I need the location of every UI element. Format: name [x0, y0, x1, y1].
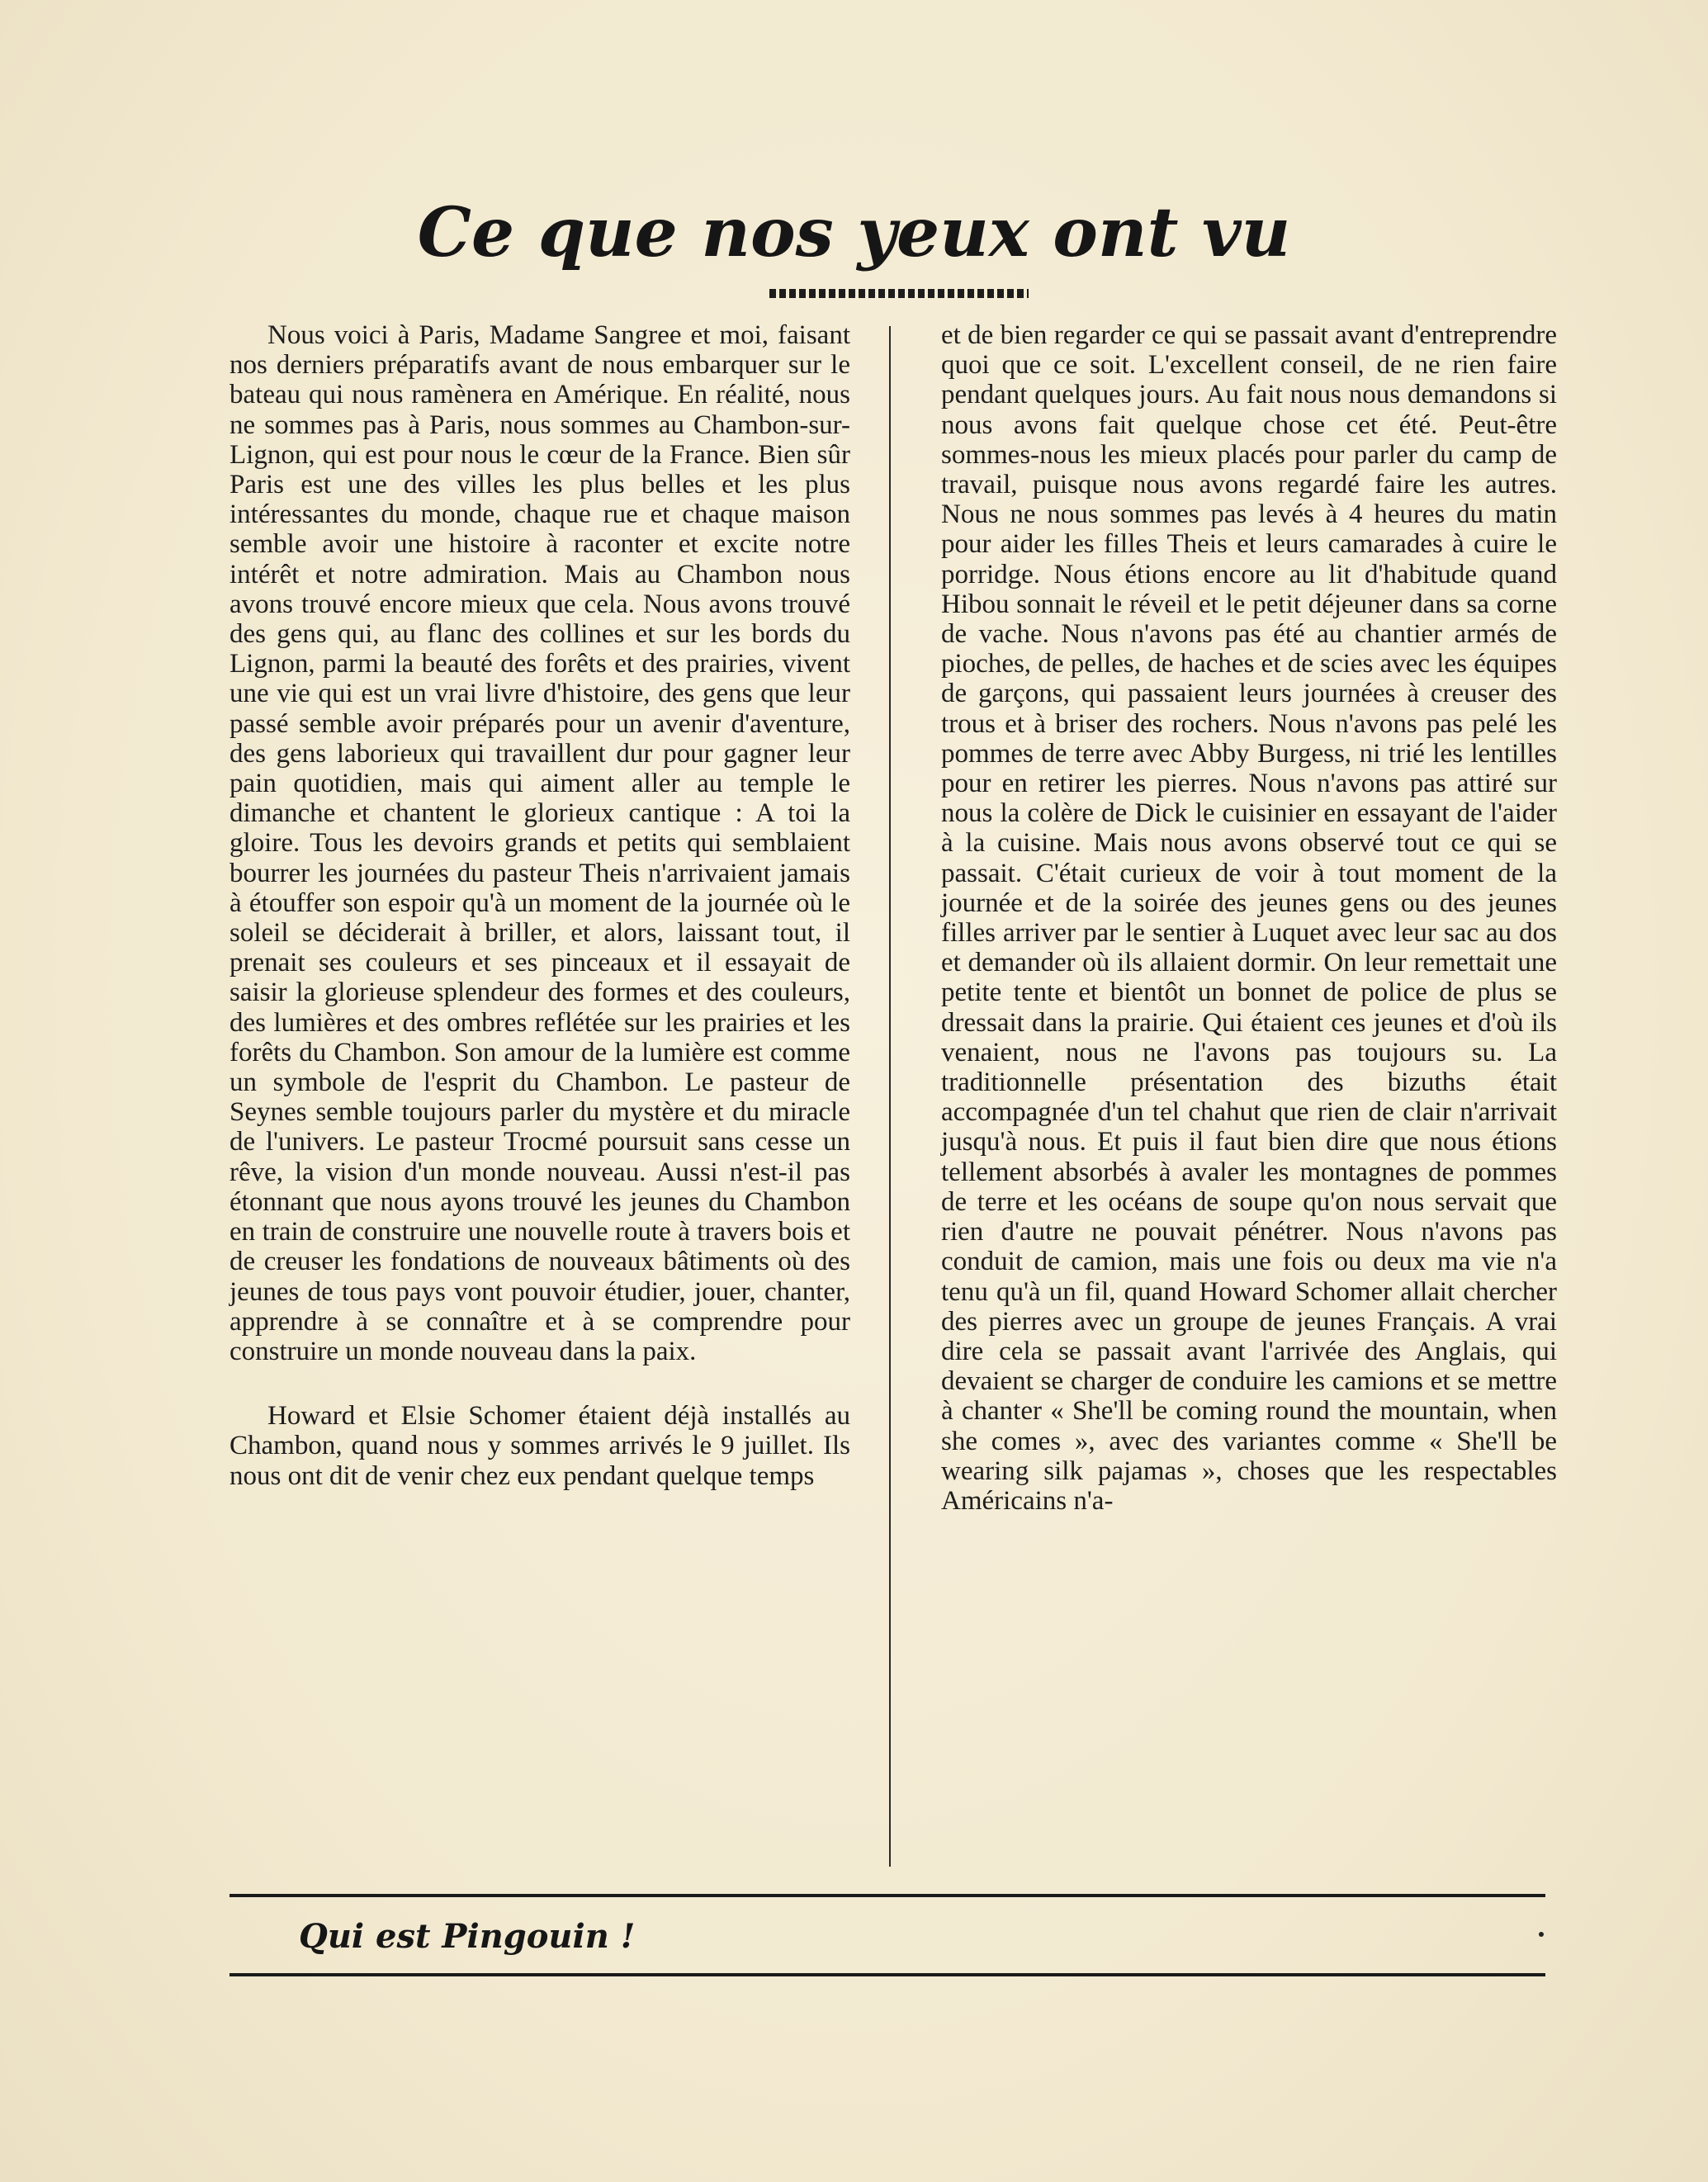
left-paragraph-1: Nous voici à Paris, Madame Sangree et moi, faisant nos derniers préparatifs avant de nous embarquer sur le bateau qui nous ramènera en Amérique. En réalité, nous ne sommes pas à Paris, nous sommes au Chambon-sur-Lignon, qui est pour nous le cœur de la France. Bien sûr Paris est une des villes les plus belles et les plus intéressantes du monde, chaque rue et chaque maison semble avoir une histoire à raconter et excite notre intérêt et notre admiration. Mais au Chambon nous avons trouvé encore mieux que cela. Nous avons trouvé des gens qui, au flanc des collines et sur les bords du Lignon, parmi la beauté des forêts et des prairies, vivent une vie qui est un vrai livre d'histoire, des gens que leur passé semble avoir préparés pour un avenir d'aventure, des gens laborieux qui travaillent dur pour gagner leur pain quotidien, mais qui aiment aller au temple le dimanche et chantent le glorieux cantique : A toi la gloire. Tous les devoirs grands et petits qui semblaient bourrer les journées du pasteur Theis n'arrivaient jamais à étouffer son espoir qu'à un moment de la journée où le soleil se déciderait à briller, et alors, laissant tout, il prenait ses couleurs et ses pinceaux et il essayait de saisir la glorieuse splendeur des formes et des couleurs, des lumières et des ombres reflétée sur les prairies et les forêts du Chambon. Son amour de la lumière est comme un symbole de l'esprit du Chambon. Le pasteur de Seynes semble toujours parler du mystère et du miracle de l'univers. Le pasteur Trocmé poursuit sans cesse un rêve, la vision d'un monde nouveau. Aussi n'est-il pas étonnant que nous ayons trouvé les jeunes du Chambon en train de construire une nouvelle route à travers bois et de creuser les fondations de nouveaux bâtiments où des jeunes de tous pays vont pouvoir étudier, jouer, chanter, apprendre à se connaître et à se comprendre pour construire un monde nouveau dans la paix.: [229, 320, 850, 1366]
footer-caption: Qui est Pingouin !: [299, 1917, 636, 1956]
left-column: [229, 320, 850, 1491]
left-paragraph-2: Howard et Elsie Schomer étaient déjà installés au Chambon, quand nous y sommes arrivés le 9 juillet. Ils nous ont dit de venir chez eux pendant quelque temps: [229, 1401, 850, 1491]
footer-rule-top: [229, 1894, 1545, 1897]
title-dotted-rule: [769, 289, 1029, 298]
right-paragraph-1: et de bien regarder ce qui se passait avant d'entreprendre quoi que ce soit. L'excellent conseil, de ne rien faire pendant quelques jours. Au fait nous nous demandons si nous avons fait quelque chose cet été. Peut-être sommes-nous les mieux placés pour parler du camp de travail, puisque nous avons regardé faire les autres. Nous ne nous sommes pas levés à 4 heures du matin pour aider les filles Theis et leurs camarades à cuire le porridge. Nous étions encore au lit d'habitude quand Hibou sonnait le réveil et le petit déjeuner dans sa corne de vache. Nous n'avons pas été au chantier armés de pioches, de pelles, de haches et de scies avec les équipes de garçons, qui passaient leurs journées à creuser des trous et à briser des rochers. Nous n'avons pas pelé les pommes de terre avec Abby Burgess, ni trié les lentilles pour en retirer les pierres. Nous n'avons pas attiré sur nous la colère de Dick le cuisinier en essayant de l'aider à la cuisine. Mais nous avons observé tout ce qui se passait. C'était curieux de voir à tout moment de la journée et de la soirée des jeunes gens ou des jeunes filles arriver par le sentier à Luquet avec leur sac au dos et demander où ils allaient dormir. On leur remettait une petite tente et bientôt un bonnet de police de plus se dressait dans la prairie. Qui étaient ces jeunes et d'où ils venaient, nous ne l'avons pas toujours su. La traditionnelle présentation des bizuths était accompagnée d'un tel chahut que rien de clair n'arrivait jusqu'à nous. Et puis il faut bien dire que nous étions tellement absorbés à avaler les montagnes de pommes de terre et les océans de soupe qu'on nous servait que rien d'autre ne pouvait pénétrer. Nous n'avons pas conduit de camion, mais une fois ou deux ma vie n'a tenu qu'à un fil, quand Howard Schomer allait chercher des pierres avec un groupe de jeunes Français. A vrai dire cela se passait avant l'arrivée des Anglais, qui devaient se charger de conduire les camions et se mettre à chanter « She'll be coming round the mountain, when she comes », avec des variantes comme « She'll be wearing silk pajamas », choses que les respectables Américains n'a-: [941, 320, 1557, 1516]
article-title: Ce que nos yeux ont vu: [417, 193, 1291, 272]
column-divider: [889, 326, 891, 1867]
footer-rule-bottom: [229, 1973, 1545, 1976]
right-column: [941, 320, 1557, 1516]
footer-dot: [1539, 1932, 1544, 1937]
